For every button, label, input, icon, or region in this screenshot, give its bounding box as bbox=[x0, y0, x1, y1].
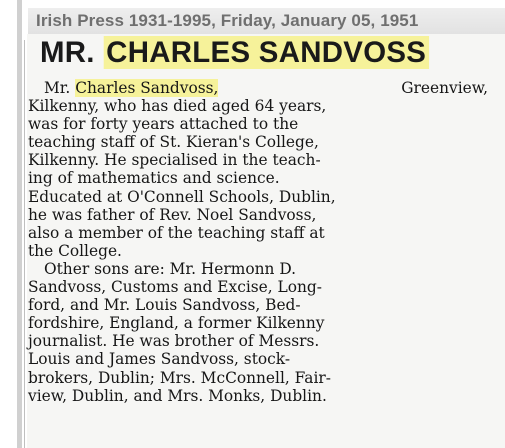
article-line: Other sons are: Mr. Hermonn D. bbox=[44, 259, 297, 278]
article-line: Educated at O'Connell Schools, Dublin, bbox=[28, 187, 336, 206]
headline-prefix: MR. bbox=[40, 36, 95, 69]
article-line: ford, and Mr. Louis Sandvoss, Bed- bbox=[28, 296, 301, 315]
article-line: teaching staff of St. Kieran's College, bbox=[28, 133, 319, 152]
line-post: Greenview, bbox=[401, 79, 488, 97]
headline-highlight: CHARLES SANDVOSS bbox=[103, 36, 429, 69]
line-pre: Mr. bbox=[44, 79, 76, 97]
column-rule bbox=[24, 40, 25, 448]
article-line: also a member of the teaching staff at bbox=[28, 223, 325, 242]
article-line: journalist. He was brother of Messrs. bbox=[28, 332, 320, 351]
article-line: view, Dublin, and Mrs. Monks, Dublin. bbox=[28, 386, 327, 405]
article-line: Kilkenny, who has died aged 64 years, bbox=[28, 97, 327, 116]
article-line: the College. bbox=[28, 241, 122, 260]
article-headline bbox=[40, 36, 429, 70]
article-body bbox=[28, 79, 488, 405]
source-header bbox=[28, 8, 505, 35]
article-line: ing of mathematics and science. bbox=[28, 169, 280, 188]
article-line: Louis and James Sandvoss, stock- bbox=[28, 350, 291, 369]
highlighted-name: Charles Sandvoss, bbox=[75, 79, 219, 97]
article-line: was for forty years attached to the bbox=[28, 115, 299, 134]
article-line: brokers, Dublin; Mrs. McConnell, Fair- bbox=[28, 368, 331, 387]
article-line: he was father of Rev. Noel Sandvoss, bbox=[28, 205, 317, 224]
article-line: Kilkenny. He specialised in the teach- bbox=[28, 151, 321, 170]
source-line: Irish Press 1931-1995, Friday, January 05, 1951 bbox=[36, 11, 419, 30]
article-line bbox=[28, 79, 488, 97]
margin-rule bbox=[17, 0, 22, 448]
article-line: fordshire, England, a former Kilkenny bbox=[28, 314, 325, 333]
article-line: Sandvoss, Customs and Excise, Long- bbox=[28, 278, 322, 297]
